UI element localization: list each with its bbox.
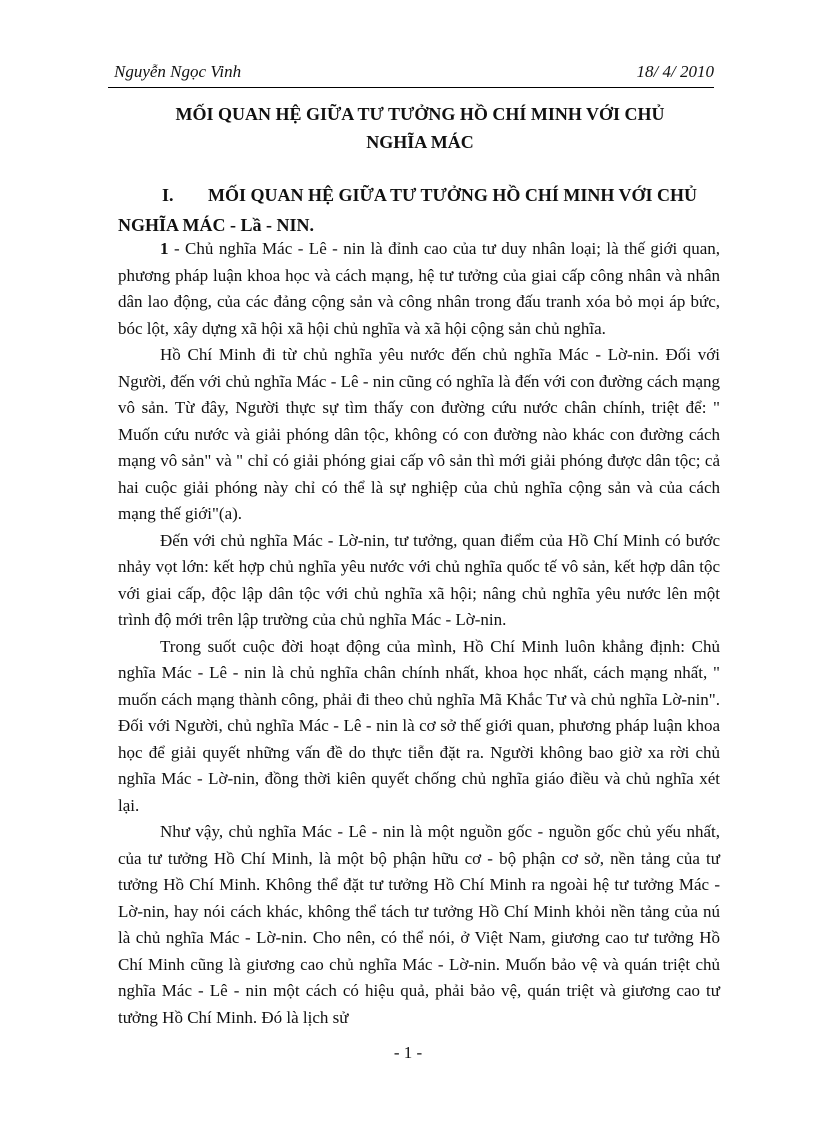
paragraph-3: Đến với chủ nghĩa Mác - Lờ-nin, tư tưởng, quan điểm của Hồ Chí Minh có bước nhảy vọt lớn: kết hợp chủ nghĩa yêu nước với chủ nghĩa quốc tế vô sản, kết hợp dân tộc với giai cấp, độc lập dân tộc với chủ nghĩa xã hội; nâng chủ nghĩa yêu nước lên một trình độ mới trên lập trường của chủ nghĩa Mác - Lờ-nin. (118, 530, 720, 629)
document-title (140, 100, 700, 156)
paragraph-2: Hồ Chí Minh đi từ chủ nghĩa yêu nước đến chủ nghĩa Mác - Lờ-nin. Đối với Người, đến với chủ nghĩa Mác - Lê - nin cũng có nghĩa là đến với con đường cách mạng vô sản. Từ đây, Người thực sự tìm thấy con đường cứu nước chân chính, triệt để: " Muốn cứu nước và giải phóng dân tộc, không có con đường nào khác con đường cách mạng vô sản" và " chỉ có giải phóng giai cấp vô sản thì mới giải phóng được dân tộc; cả hai cuộc giải phóng này chỉ có thể là sự nghiệp của chủ nghĩa cộng sản và của cách mạng thế giới"(a). (118, 345, 720, 523)
paragraph-1-number: 1 (160, 239, 169, 258)
header-author: Nguyễn Ngọc Vinh (114, 62, 242, 81)
section-number: I. (162, 185, 174, 205)
page-number: - 1 - (393, 1043, 423, 1062)
header-divider (108, 87, 714, 88)
page-header (108, 60, 714, 86)
body-text (118, 236, 720, 1031)
title-line-2: NGHĨA MÁC (366, 132, 474, 152)
paragraph-4: Trong suốt cuộc đời hoạt động của mình, Hồ Chí Minh luôn khẳng định: Chủ nghĩa Mác - Lê - nin là chủ nghĩa chân chính nhất, khoa học nhất, cách mạng nhất, " muốn cách mạng thành công, phải đi theo chủ nghĩa Mã Khắc Tư và chủ nghĩa Lờ-nin". Đối với Người, chủ nghĩa Mác - Lê - nin là cơ sở thế giới quan, phương pháp luận khoa học để giải quyết những vấn đề do thực tiễn đặt ra. Người không bao giờ xa rời chủ nghĩa Mác - Lờ-nin, đồng thời kiên quyết chống chủ nghĩa giáo điều và chủ nghĩa xét lại. (118, 636, 720, 815)
section-title-line-2: NGHĨA MÁC - Lầ - NIN. (118, 215, 314, 235)
title-line-1: MỐI QUAN HỆ GIỮA TƯ TƯỞNG HỒ CHÍ MINH VỚI CHỦ (175, 104, 665, 124)
header-date: 18/ 4/ 2010 (636, 62, 714, 81)
section-title-line-1: MỐI QUAN HỆ GIỮA TƯ TƯỞNG HỒ CHÍ MINH VỚI CHỦ (208, 185, 698, 205)
paragraph-1 (118, 236, 720, 342)
paragraph-1-text: - Chủ nghĩa Mác - Lê - nin là đỉnh cao của tư duy nhân loại; là thế giới quan, phương pháp luận khoa học và cách mạng, hệ tư tưởng của giai cấp công nhân và nhân dân lao động, của các đảng cộng sản và công nhân trong đấu tranh xóa bỏ mọi áp bức, bóc lột, xây dựng xã hội xã hội chủ nghĩa và xã hội cộng sản chủ nghĩa. (118, 239, 720, 338)
paragraph-5: Như vậy, chủ nghĩa Mác - Lê - nin là một nguồn gốc - nguồn gốc chủ yếu nhất, của tư tưởng Hồ Chí Minh, là một bộ phận hữu cơ - bộ phận cơ sở, nền tảng của tư tưởng Hồ Chí Minh. Không thể đặt tư tưởng Hồ Chí Minh ra ngoài hệ tư tưởng Mác - Lờ-nin, hay nói cách khác, không thể tách tư tưởng Hồ Chí Minh khỏi nền tảng của nú là chủ nghĩa Mác - Lờ-nin. Cho nên, có thể nói, ở Việt Nam, giương cao tư tưởng Hồ Chí Minh cũng là giương cao chủ nghĩa Mác - Lờ-nin. Muốn bảo vệ và quán triệt chủ nghĩa Mác - Lê - nin một cách có hiệu quả, phải bảo vệ, quán triệt và giương cao tư tưởng Hồ Chí Minh. Đó là lịch sử (118, 822, 720, 1027)
